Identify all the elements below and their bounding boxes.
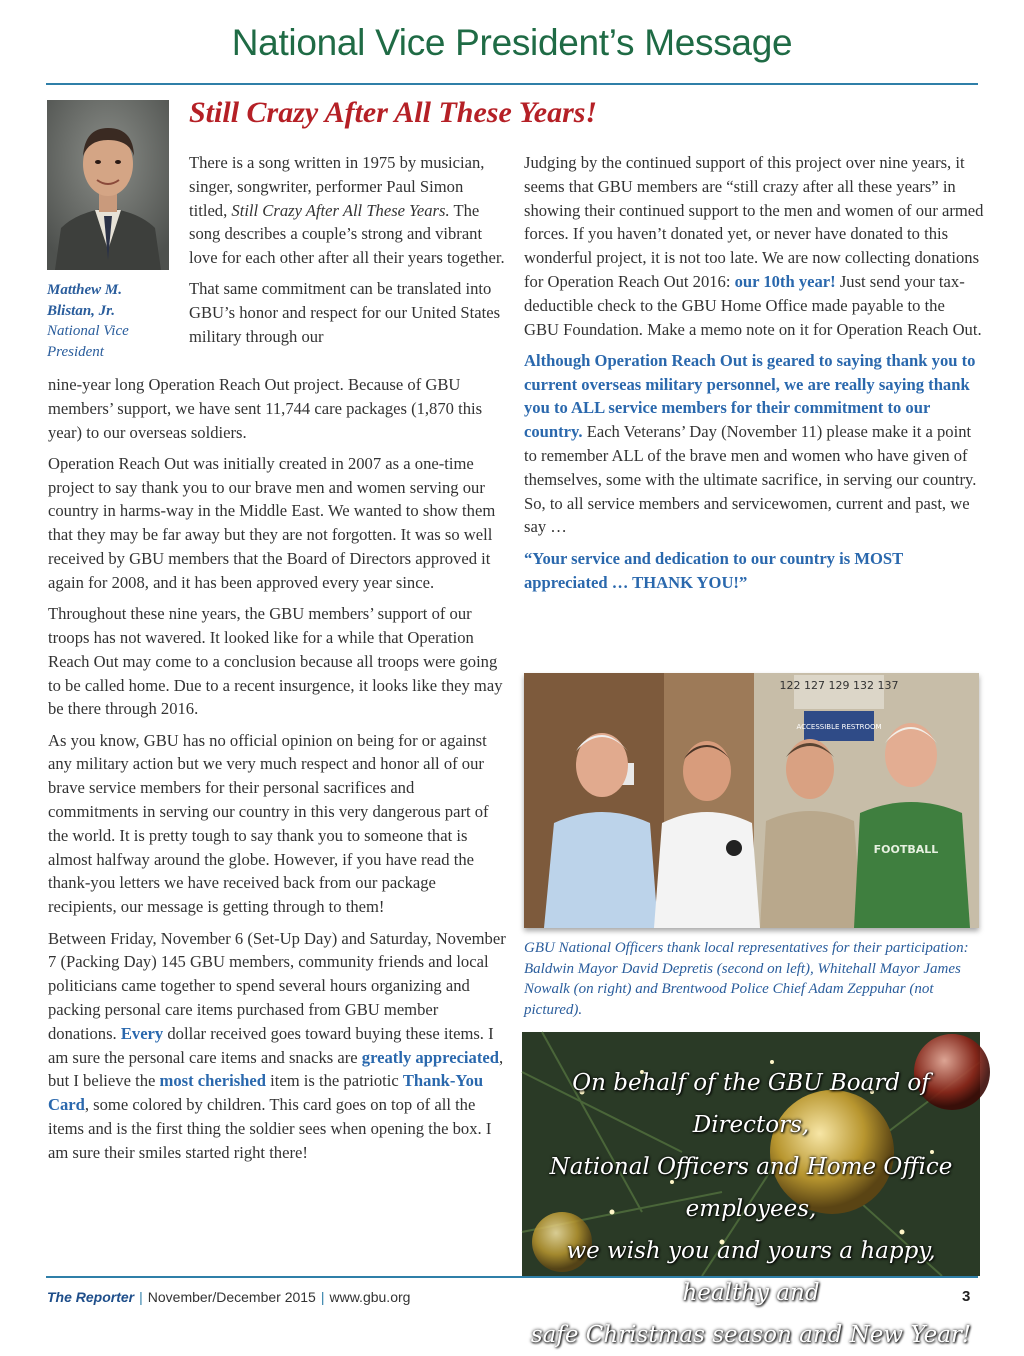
thanks-paragraph: Although Operation Reach Out is geared to saying thank you to current overseas military personnel, we are really saying thank you to ALL service members for their commitment to our country. Each Veterans’ Day (November 11) please make it a point to remember ALL of the brave men and women who have given of themselves, some with the ultimate sacrifice, in serving our country. So, to all service members and servicewomen, current and past, we say … [524, 350, 977, 537]
greeting-line-1: On behalf of the GBU Board of Directors, [572, 1070, 930, 1138]
website-link[interactable]: www.gbu.org [329, 1289, 411, 1305]
footer: The Reporter | November/December 2015 | www.gbu.org [47, 1289, 411, 1305]
greeting-line-2: National Officers and Home Office employees, [549, 1154, 953, 1222]
group-photo [524, 673, 979, 928]
portrait-photo [47, 100, 169, 270]
group-photo-caption: GBU National Officers thank local representatives for their participation: Baldwin Mayor David Depretis (second on left), Whitehall Mayor James Nowalk (on right) and Brentwood Police Chief Adam Zeppuhar (not pictured). [524, 940, 969, 1018]
christmas-greeting-banner [522, 1032, 980, 1348]
portrait-caption [47, 280, 172, 362]
tenth-year-highlight: our 10th year! [734, 271, 836, 291]
publication-name: The Reporter [47, 1289, 135, 1305]
support-paragraph: Throughout these nine years, the GBU members’ support of our troops has not wavered. It looked like for a while that Operation Reach Out may come to a conclusion because all troops were going to be called home. Due to a recent insurgence, it looks like they may be there through 2016. [48, 604, 503, 719]
intro-text [189, 151, 505, 356]
closing-quote: “Your service and dedication to our country is MOST appreciated … THANK YOU!” [524, 548, 903, 592]
greeting-line-3: we wish you and yours a happy, healthy and [566, 1238, 936, 1306]
issue-date: November/December 2015 [147, 1289, 316, 1305]
commitment-paragraph-start: That same commitment can be translated into GBU’s honor and respect for our United States military through our [189, 279, 501, 347]
commitment-paragraph-rest: nine-year long Operation Reach Out project. Because of GBU members’ support, we have sent 11,744 care packages (1,870 this year) to our overseas soldiers. [48, 375, 483, 442]
restroom-sign: ACCESSIBLE RESTROOM [796, 723, 882, 731]
footer-divider [46, 1276, 978, 1278]
left-column [48, 373, 506, 1172]
history-paragraph: Operation Reach Out was initially created in 2007 as a one-time project to say thank you to our brave men and women serving our country in harms-way in the Middle East. We wanted to show them that they may be far away but they are not forgotten. It was so well received by GBU members that the Board of Directors approved it again for 2008, and it has been approved every year since. [48, 453, 496, 592]
intro-paragraph: There is a song written in 1975 by musician, singer, songwriter, performer Paul Simon titled, Still Crazy After All These Years. The song describes a couple’s strong and vibrant love for each other after all their years together. [189, 153, 505, 268]
article-headline: Still Crazy After All These Years! [189, 96, 598, 129]
portrait-role: National Vice President [47, 323, 129, 360]
page-number: 3 [962, 1288, 971, 1305]
opinion-paragraph: As you know, GBU has no official opinion on being for or against any military action but we very much respect and honor all of our brave service members for their personal sacrifices and commitments in serving our country in this very dangerous part of the world. It is pretty tough to say thank you to someone that is almost halfway around the globe. However, if you have read the thank-you letters we have received back from our package recipients, our message is getting through to them! [48, 730, 489, 917]
room-numbers-sign: 122 127 129 132 137 [779, 679, 899, 692]
portrait-name: Matthew M. Blistan, Jr. [47, 282, 123, 319]
packing-paragraph: Between Friday, November 6 (Set-Up Day) and Saturday, November 7 (Packing Day) 145 GBU members, community friends and local politicians came together to spend several hours organizing and packing personal care items purchased from GBU member donations. Every dollar received goes toward buying these items. I am sure the personal care items and snacks are greatly appreciated, but I believe the most cherished item is the patriotic Thank-You Card, some colored by children. This card goes on top of all the items and is the first thing the soldier sees when opening the box. I am sure their smiles started right there! [48, 928, 506, 1162]
shirt-print: FOOTBALL [873, 843, 939, 856]
song-title: Still Crazy After All These Years. [231, 200, 450, 220]
page-title: National Vice President’s Message [231, 22, 793, 63]
header-divider [46, 83, 978, 85]
donation-paragraph: Judging by the continued support of this project over nine years, it seems that GBU members are “still crazy after all these years” in showing their continued support to the men and women of our armed forces. If you haven’t donated yet, or never have donated to this wonderful project, it is not too late. We are now collecting donations for Operation Reach Out 2016: our 10th year! Just send your tax-deductible check to the GBU Home Office made payable to the GBU Foundation. Make a memo note on it for Operation Reach Out. [524, 153, 984, 339]
greeting-line-4: safe Christmas season and New Year! [530, 1322, 972, 1348]
right-column [524, 151, 984, 602]
christmas-greeting-text [522, 1062, 980, 1356]
